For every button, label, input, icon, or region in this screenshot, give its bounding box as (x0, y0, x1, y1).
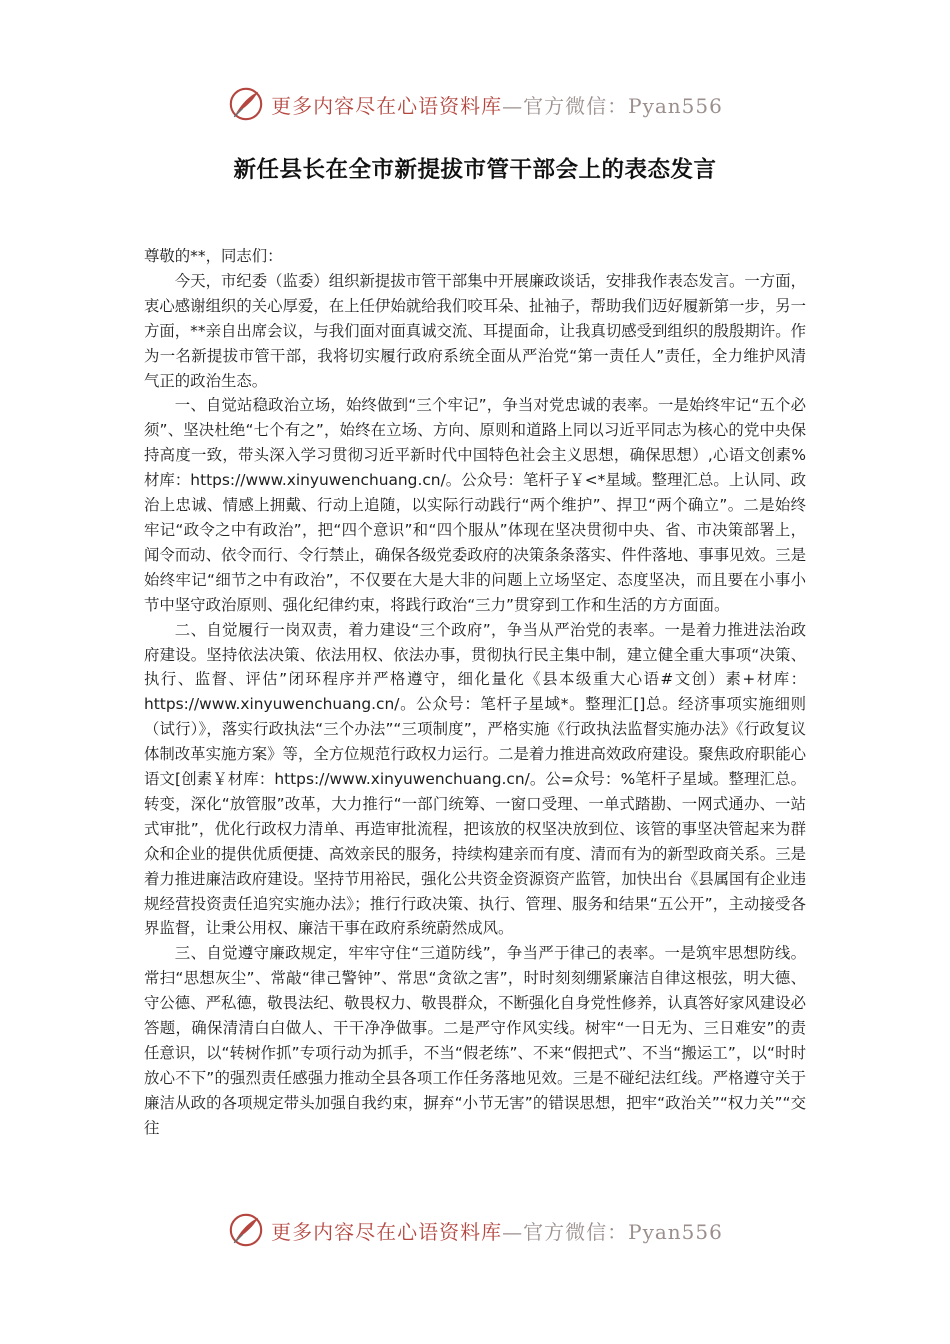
paragraph-section-3: 三、自觉遵守廉政规定，牢牢守住“三道防线”，争当严于律己的表率。一是筑牢思想防线。常扫“思想灰尘”、常敲“律己警钟”、常思“贪欲之害”，时时刻刻绷紧廉洁自律这根弦，明大德、守公德、严私德，敬畏法纪、敬畏权力、敬畏群众，不断强化自身党性修养，认真答好家风建设必答题，确保清清白白做人、干干净净做事。二是严守作风实线。树牢“一日无为、三日难安”的责任意识，以“转树作抓”专项行动为抓手，不当“假老练”、不来“假把式”、不当“搬运工”，以“时时放心不下”的强烈责任感强力推动全县各项工作任务落地见效。三是不碰纪法红线。严格遵守关于廉洁从政的各项规定带头加强自我约束，摒弃“小节无害”的错误思想，把牢“政治关”“权力关”“交往 (144, 944, 806, 1137)
banner-text-dash: — (502, 93, 524, 118)
banner-text-official: 官方微信：Pyan556 (523, 1219, 723, 1244)
footer-banner (0, 1208, 950, 1252)
header-banner (0, 82, 950, 126)
banner-text-official: 官方微信：Pyan556 (523, 93, 723, 118)
paragraph-section-1: 一、自觉站稳政治立场，始终做到“三个牢记”，争当对党忠诚的表率。一是始终牢记“五个必须”、坚决杜绝“七个有之”，始终在立场、方向、原则和道路上同以习近平同志为核心的党中央保持高度一致，带头深入学习贯彻习近平新时代中国特色社会主义思想，确保思想）,心语文创素%材库：https://www.xinyuwenchuang.cn/。公众号：笔杆子￥<*星域。整理汇总。上认同、政治上忠诚、情感上拥戴、行动上追随，以实际行动践行“两个维护”、捍卫“两个确立”。二是始终牢记“政令之中有政治”，把“四个意识”和“四个服从”体现在坚决贯彻中央、省、市决策部署上，闻令而动、依令而行、令行禁止，确保各级党委政府的决策条条落实、件件落地、事事见效。三是始终牢记“细节之中有政治”，不仅要在大是大非的问题上立场坚定、态度坚决，而且要在小事小节中坚守政治原则、强化纪律约束，将践行政治“三力”贯穿到工作和生活的方方面面。 (144, 396, 806, 614)
feather-logo-icon (227, 1211, 265, 1249)
document-title: 新任县长在全市新提拔市管干部会上的表态发言 (233, 157, 717, 183)
paragraph-intro: 今天，市纪委（监委）组织新提拔市管干部集中开展廉政谈话，安排我作表态发言。一方面，衷心感谢组织的关心厚爱，在上任伊始就给我们咬耳朵、扯袖子，帮助我们迈好履新第一步，另一方面，**亲自出席会议，与我们面对面真诚交流、耳提面命，让我真切感受到组织的殷殷期许。作为一名新提拔市管干部，我将切实履行政府系统全面从严治党“第一责任人”责任，全力维护风清气正的政治生态。 (144, 271, 806, 390)
banner-text-main: 更多内容尽在心语资料库 (271, 93, 503, 118)
banner-text (271, 1216, 723, 1245)
document-body (144, 244, 806, 1141)
banner-text-main: 更多内容尽在心语资料库 (271, 1219, 503, 1244)
greeting: 尊敬的**，同志们： (144, 247, 283, 265)
paragraph-section-2: 二、自觉履行一岗双责，着力建设“三个政府”，争当从严治党的表率。一是着力推进法治政府建设。坚持依法决策、依法用权、依法办事，贯彻执行民主集中制，建立健全重大事项“决策、执行、监督、评估”闭环程序并严格遵守，细化量化《县本级重大心语#文创）素+材库：https://www.xinyuwenchuang.cn/。公众号：笔杆子星域*。整理汇[]总。经济事项实施细则（试行）》，落实行政执法“三个办法”“三项制度”，严格实施《行政执法监督实施办法》《行政复议体制改革实施方案》等，全方位规范行政权力运行。二是着力推进高效政府建设。聚焦政府职能心语文[创素￥材库：https://www.xinyuwenchuang.cn/。公=众号：%笔杆子星域。整理汇总。转变，深化“放管服”改革，大力推行“一部门统筹、一窗口受理、一单式踏勘、一网式通办、一站式审批”，优化行政权力清单、再造审批流程，把该放的权坚决放到位、该管的事坚决管起来为群众和企业的提供优质便捷、高效亲民的服务，持续构建亲而有度、清而有为的新型政商关系。三是着力推进廉洁政府建设。坚持节用裕民，强化公共资金资源资产监管，加快出台《县属国有企业违规经营投资责任追究实施办法》；推行行政决策、执行、管理、服务和结果“五公开”，主动接受各界监督，让秉公用权、廉洁干事在政府系统蔚然成风。 (144, 620, 806, 938)
banner-text-dash: — (502, 1219, 524, 1244)
feather-logo-icon (227, 85, 265, 123)
banner-text (271, 90, 723, 119)
